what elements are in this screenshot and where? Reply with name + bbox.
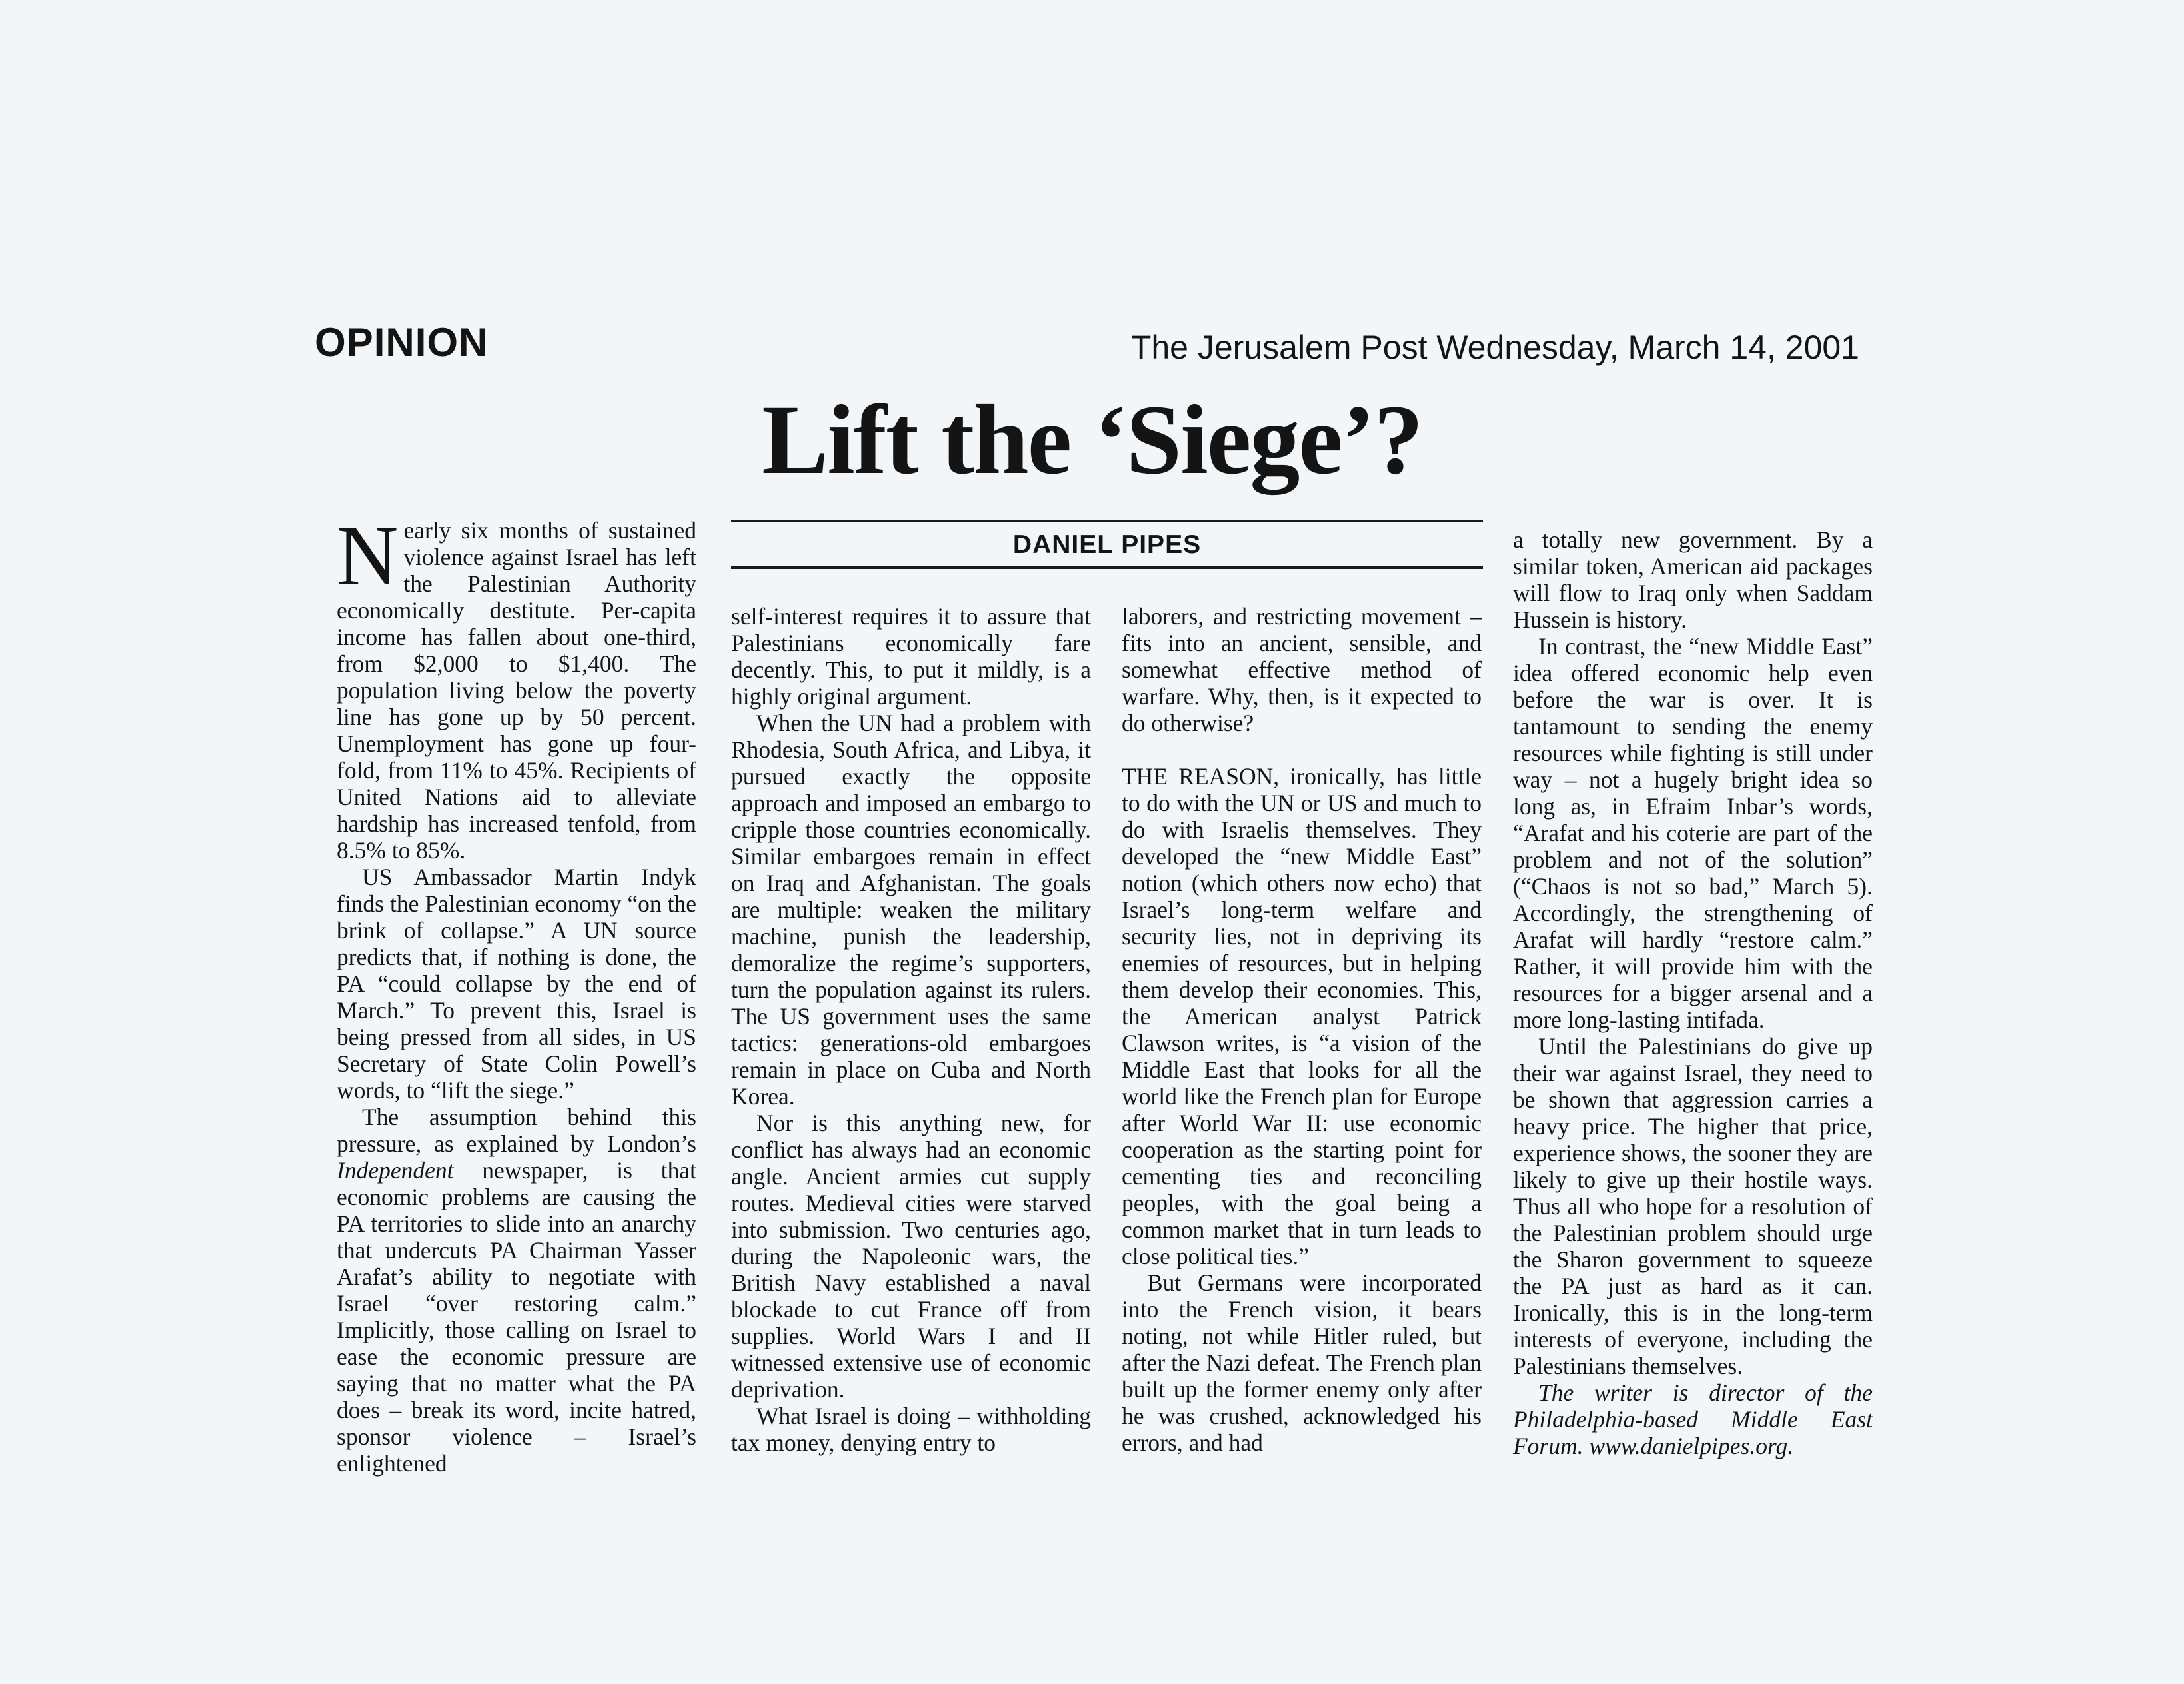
article-paragraph: Nor is this anything new, for conflict has always had an economic angle. Ancient armies cut supply routes. Medieval cities were starved into submission. Two centuries ago, during the Napoleonic wars, the British Navy established a naval blockade to cut France off from supplies. World Wars I and II witnessed extensive use of economic deprivation. bbox=[731, 1110, 1091, 1403]
byline: DANIEL PIPES bbox=[1012, 530, 1202, 559]
paragraph-text: early six months of sustained violence against Israel has left the Palestinian Authority economically destitute. Per-capita income has fallen about one-third, from $2,000 to $1,400. The population living below the poverty line has gone up by 50 percent. Unemployment has gone up four-fold, from 11% to 45%. Recipients of United Nations aid to alleviate hardship has increased tenfold, from 8.5% to 85%. bbox=[337, 517, 696, 864]
article-paragraph: a totally new government. By a similar token, American aid packages will flow to Iraq only when Saddam Hussein is history. bbox=[1513, 526, 1873, 633]
article-column-1 bbox=[337, 508, 696, 1477]
article-paragraph: What Israel is doing – withholding tax money, denying entry to bbox=[731, 1403, 1091, 1456]
paragraph-text: newspaper, is that economic problems are causing the PA territories to slide into an anarchy that undercuts PA Chairman Yasser Arafat’s ability to negotiate with Israel “over restoring calm.” Implicitly, those calling on Israel to ease the economic pressure are saying that no matter what the PA does – break its word, incite hatred, sponsor violence – Israel’s enlightened bbox=[337, 1157, 696, 1477]
article-column-3 bbox=[1122, 603, 1482, 1456]
article-paragraph bbox=[337, 508, 696, 864]
author-bio: The writer is director of the Philadelphia-based Middle East Forum. www.danielpipes.org. bbox=[1513, 1379, 1873, 1459]
article-paragraph: Until the Palestinians do give up their war against Israel, they need to be shown that aggression carries a heavy price. The higher that price, experience shows, the sooner they are likely to give up their hostile ways. Thus all who hope for a resolution of the Palestinian problem should urge the Sharon government to squeeze the PA just as hard as it can. Ironically, this is in the long-term interests of everyone, including the Palestinians themselves. bbox=[1513, 1033, 1873, 1379]
byline-rule-top bbox=[731, 520, 1483, 522]
article-column-4 bbox=[1513, 526, 1873, 1459]
article-paragraph: THE REASON, ironically, has little to do with the UN or US and much to do with Israelis themselves. They developed the “new Middle East” notion (which others now echo) that Israel’s long-term welfare and security lies, not in depriving its enemies of resources, but in helping them develop their economies. This, the American analyst Patrick Clawson writes, is “a vision of the Middle East that looks for all the world like the French plan for Europe after World War II: use economic cooperation as the starting point for cementing ties and reconciling peoples, with the goal being a common market that in turn leads to close political ties.” bbox=[1122, 763, 1482, 1269]
article-paragraph: When the UN had a problem with Rhodesia, South Africa, and Libya, it pursued exactly the opposite approach and imposed an embargo to cripple those countries economically. Similar embargoes remain in effect on Iraq and Afghanistan. The goals are multiple: weaken the military machine, punish the leadership, demoralize the regime’s supporters, turn the population against its rulers. The US government uses the same tactics: generations-old embargoes remain in place on Cuba and North Korea. bbox=[731, 710, 1091, 1110]
masthead: The Jerusalem Post Wednesday, March 14, 2001 bbox=[1130, 329, 1859, 366]
article-paragraph: In contrast, the “new Middle East” idea offered economic help even before the war is over. It is tantamount to sending the enemy resources while fighting is still under way – not a hugely bright idea so long as, in Efraim Inbar’s words, “Arafat and his coterie are part of the problem and not of the solution” (“Chaos is not so bad,” March 5). Accordingly, the strengthening of Arafat will hardly “restore calm.” Rather, it will provide him with the resources for a bigger arsenal and a more long-lasting intifada. bbox=[1513, 633, 1873, 1033]
paragraph-text: The assumption behind this pressure, as explained by London’s bbox=[337, 1104, 696, 1157]
article-paragraph: US Ambassador Martin Indyk finds the Palestinian economy “on the brink of collapse.” A UN source predicts that, if nothing is done, the PA “could collapse by the end of March.” To prevent this, Israel is being pressed from all sides, in US Secretary of State Colin Powell’s words, to “lift the siege.” bbox=[337, 864, 696, 1104]
section-label: OPINION bbox=[315, 320, 489, 365]
newspaper-name: Independent bbox=[337, 1157, 454, 1184]
byline-rule-bottom bbox=[731, 566, 1483, 569]
article-paragraph: self-interest requires it to assure that Palestinians economically fare decently. This, to put it mildly, is a highly original argument. bbox=[731, 603, 1091, 710]
drop-cap: N bbox=[337, 508, 399, 603]
article-paragraph: But Germans were incorporated into the French vision, it bears noting, not while Hitler ruled, but after the Nazi defeat. The French plan built up the former enemy only after he was crushed, acknowledged his errors, and had bbox=[1122, 1269, 1482, 1456]
article-paragraph: laborers, and restricting movement – fits into an ancient, sensible, and somewhat effective method of warfare. Why, then, is it expected to do otherwise? bbox=[1122, 603, 1482, 736]
article-paragraph bbox=[337, 1104, 696, 1477]
article-column-2 bbox=[731, 603, 1091, 1456]
headline: Lift the ‘Siege’? bbox=[762, 385, 1422, 495]
